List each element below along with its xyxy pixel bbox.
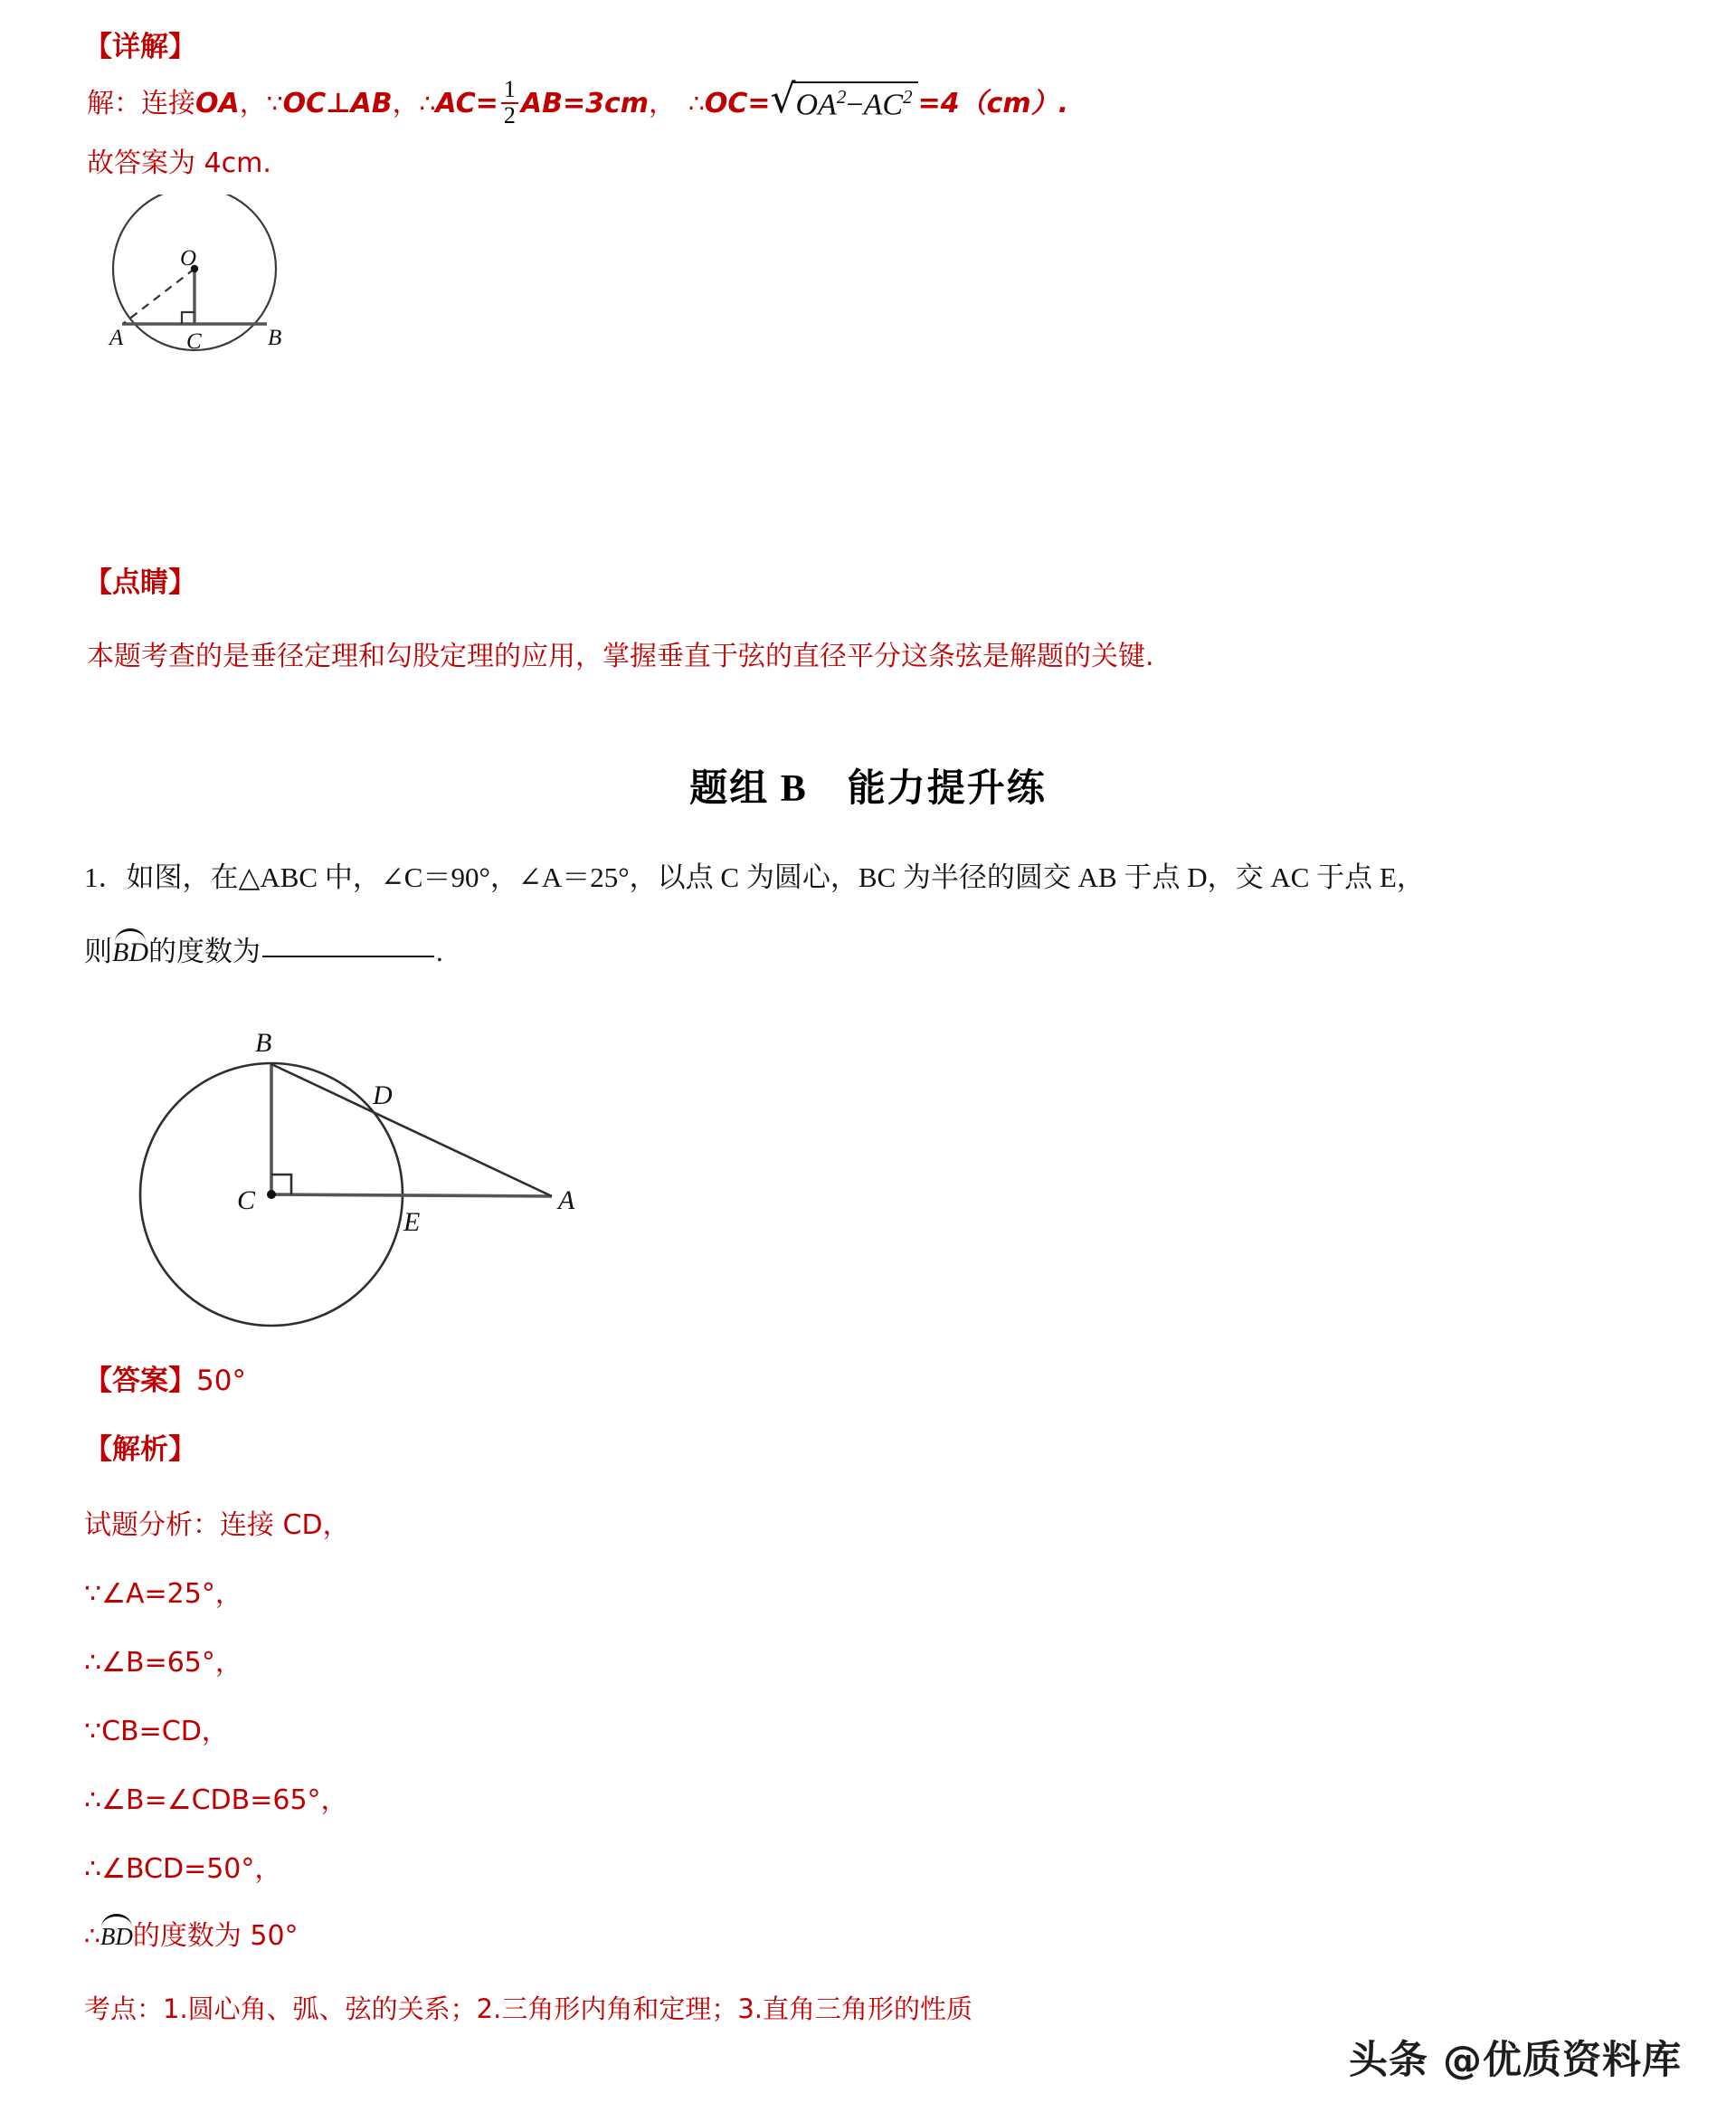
ab-equals-3cm: AB=3cm xyxy=(520,87,650,119)
label-b: B xyxy=(255,1028,272,1058)
analysis-line-3: ∵CB=CD， xyxy=(84,1716,229,1747)
label-d: D xyxy=(373,1080,393,1110)
key-points-line: 考点：1.圆心角、弧、弦的关系；2.三角形内角和定理；3.直角三角形的性质 xyxy=(84,1993,973,2024)
fraction-one-half xyxy=(501,78,518,128)
segment-ca xyxy=(271,1194,552,1196)
comma-2: ， xyxy=(392,87,420,119)
comma-3: ， xyxy=(649,87,677,119)
watermark-logo: 头条 @优质资料库 xyxy=(1349,2038,1682,2083)
analysis-line-2: ∴∠B=65°， xyxy=(84,1647,242,1679)
arc-bd-notation xyxy=(112,928,148,968)
label-e: E xyxy=(403,1207,421,1237)
question-line2-end: . xyxy=(436,936,443,967)
radicand-oa: OA xyxy=(795,88,837,122)
radicand-ac-exponent: 2 xyxy=(903,85,913,108)
analysis-line-1: ∵∠A=25°， xyxy=(84,1578,242,1610)
question-number: 1． xyxy=(84,861,127,893)
question-text-1: 如图，在△ABC 中，∠C＝90°，∠A＝25°，以点 C 为圆心，BC 为半径的圆交 AB 于点 D，交 AC 于点 E， xyxy=(126,861,1425,893)
center-point-dot xyxy=(267,1190,276,1199)
therefore-symbol-final: ∴ xyxy=(84,1921,100,1951)
therefore-symbol-2: ∴ xyxy=(688,88,705,119)
question-1-line-1 xyxy=(84,854,1425,895)
answer-row xyxy=(84,1357,246,1398)
fraction-denominator: 2 xyxy=(503,101,516,128)
right-angle-mark xyxy=(182,312,194,324)
arc-bd-label: BD xyxy=(112,937,148,967)
question-line2-prefix: 则 xyxy=(84,936,112,967)
circle-chord-perpendicular-diagram xyxy=(86,195,375,357)
therefore-symbol-1: ∴ xyxy=(419,88,436,119)
radicand-minus: − xyxy=(846,88,864,122)
analysis-tag: 【解析】 xyxy=(84,1433,196,1466)
label-a: A xyxy=(558,1185,575,1215)
segment-oa: OA xyxy=(195,87,240,119)
figure-2-container xyxy=(118,1013,588,1330)
comma-1: ， xyxy=(239,87,267,119)
radicand-oa-exponent: 2 xyxy=(836,85,847,108)
radicand-ac: AC xyxy=(863,88,904,122)
question-line2-suffix: 的度数为 xyxy=(148,936,261,967)
detailed-solution-tag: 【详解】 xyxy=(84,31,196,63)
arc-bd-notation-final xyxy=(100,1914,133,1951)
label-o: O xyxy=(180,246,197,271)
label-b: B xyxy=(268,326,282,350)
answer-tag: 【答案】 xyxy=(84,1365,196,1397)
square-root-expression xyxy=(770,75,918,122)
label-c: C xyxy=(186,329,202,354)
solution-prefix: 解：连接 xyxy=(87,87,195,119)
figure-1-container xyxy=(86,195,375,357)
question-1-line-2 xyxy=(84,928,443,969)
oc-equals: OC= xyxy=(704,87,771,119)
analysis-final-text: 的度数为 50° xyxy=(132,1920,299,1952)
analysis-final-line xyxy=(84,1913,299,1953)
key-point-tag: 【点睛】 xyxy=(84,566,196,599)
oc-perp-ab: OC⊥AB xyxy=(282,87,393,119)
answer-blank[interactable] xyxy=(262,955,434,957)
circle-triangle-diagram xyxy=(118,1013,588,1330)
because-symbol-1: ∵ xyxy=(266,88,283,119)
label-c: C xyxy=(237,1185,256,1215)
analysis-line-4: ∴∠B=∠CDB=65°， xyxy=(84,1784,348,1816)
label-a: A xyxy=(109,326,124,350)
radical-symbol-icon: √ xyxy=(770,75,796,122)
ac-equals: AC= xyxy=(435,87,498,119)
solution-line-1 xyxy=(87,75,1069,128)
section-heading: 题组 B 能力提升练 xyxy=(689,768,1047,810)
radicand xyxy=(792,81,918,122)
solution-result: =4（cm）. xyxy=(917,87,1069,119)
arc-symbol-icon xyxy=(101,1914,132,1927)
segment-oa-dashed xyxy=(124,269,194,323)
segment-ba xyxy=(271,1064,552,1196)
key-point-text: 本题考查的是垂径定理和勾股定理的应用，掌握垂直于弦的直径平分这条弦是解题的关键. xyxy=(87,641,1154,672)
fraction-numerator: 1 xyxy=(501,78,518,104)
answer-value: 50° xyxy=(196,1365,246,1397)
analysis-line-0: 试题分析：连接 CD， xyxy=(84,1509,350,1541)
final-answer-line: 故答案为 4cm. xyxy=(87,147,271,179)
arc-symbol-icon xyxy=(115,928,146,942)
analysis-line-5: ∴∠BCD=50°， xyxy=(84,1853,282,1885)
arc-bd-label-final: BD xyxy=(100,1923,133,1950)
